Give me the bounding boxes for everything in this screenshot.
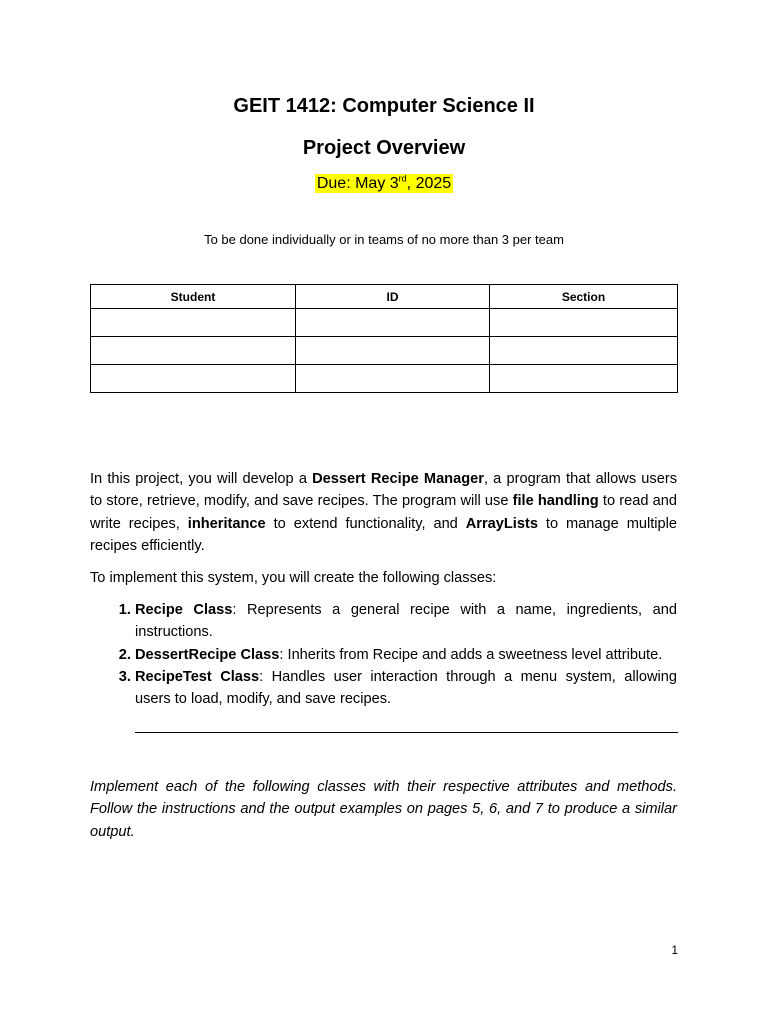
- student-table: [90, 284, 678, 393]
- class-name: RecipeTest Class: [135, 668, 260, 685]
- team-note: To be done individually or in teams of no more than 3 per team: [204, 232, 564, 247]
- classes-intro: To implement this system, you will create the following classes:: [90, 570, 497, 586]
- intro-paragraph: In this project, you will develop a Dessert Recipe Manager, a program that allows users to store, retrieve, modify, and save recipes. The program will use file handling to read and write recipes, inheritance to extend functionality, and ArrayLists to manage multiple recipes efficiently.: [90, 471, 677, 554]
- section-cell[interactable]: [490, 309, 678, 337]
- course-title: GEIT 1412: Computer Science II: [233, 95, 535, 117]
- id-cell[interactable]: [296, 365, 490, 393]
- list-item: [135, 644, 677, 666]
- student-cell[interactable]: [91, 365, 296, 393]
- divider: [135, 732, 678, 733]
- column-header-id: ID: [296, 285, 490, 309]
- class-list: [90, 599, 677, 710]
- section-cell[interactable]: [490, 365, 678, 393]
- list-item: [135, 599, 677, 644]
- table-header-row: [91, 285, 678, 309]
- section-cell[interactable]: [490, 337, 678, 365]
- class-name: Recipe Class: [135, 602, 233, 618]
- instructions-paragraph: Implement each of the following classes with their respective attributes and methods. Follow the instructions and the output examples on pages 5, 6, and 7 to produce a similar output.: [90, 779, 677, 840]
- table-row: [91, 309, 678, 337]
- student-cell[interactable]: [91, 309, 296, 337]
- column-header-section: Section: [490, 285, 678, 309]
- class-description: : Represents a general recipe with a name, ingredients, and instructions.: [135, 602, 677, 641]
- class-description: : Inherits from Recipe and adds a sweetness level attribute.: [279, 646, 663, 663]
- document-title: Project Overview: [302, 137, 466, 159]
- page-number: 1: [671, 943, 678, 957]
- id-cell[interactable]: [296, 309, 490, 337]
- table-row: [91, 337, 678, 365]
- due-date: [0, 174, 768, 193]
- list-item: [135, 666, 677, 711]
- student-cell[interactable]: [91, 337, 296, 365]
- column-header-student: Student: [91, 285, 296, 309]
- class-name: DessertRecipe Class: [135, 646, 280, 663]
- class-description: : Handles user interaction through a menu system, allowing users to load, modify, and save recipes.: [135, 668, 677, 708]
- due-date-highlight: Due: May 3rd, 2025: [316, 174, 452, 193]
- table-row: [91, 365, 678, 393]
- id-cell[interactable]: [296, 337, 490, 365]
